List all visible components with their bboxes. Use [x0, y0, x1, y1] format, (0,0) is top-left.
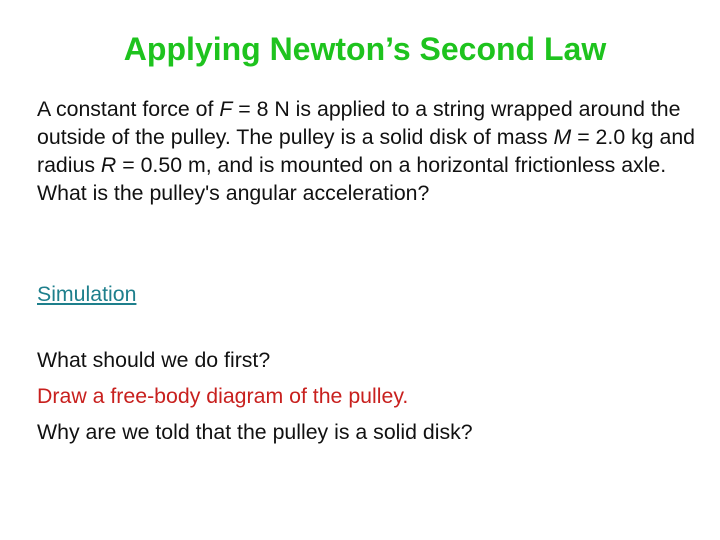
slide-title: Applying Newton’s Second Law [123, 31, 607, 67]
problem-statement [37, 95, 707, 207]
problem-text-4: = 0.50 m, and is mounted on a horizontal frictionless axle. What is the pulley's angular acceleration? [37, 153, 667, 205]
radius-variable: R [100, 153, 117, 177]
simulation-link[interactable]: Simulation [37, 282, 137, 306]
problem-text-3: = 2.0 kg and radius [37, 125, 696, 177]
problem-text-1: A constant force of [37, 97, 220, 121]
question-first-step: What should we do first? [37, 348, 271, 372]
mass-variable: M [553, 125, 572, 149]
force-variable: F [219, 97, 233, 121]
question-solid-disk: Why are we told that the pulley is a solid disk? [37, 420, 473, 444]
problem-text-2: = 8 N is applied to a string wrapped around the outside of the pulley. The pulley is a solid disk of mass [37, 97, 681, 149]
answer-free-body-diagram: Draw a free-body diagram of the pulley. [37, 384, 409, 408]
